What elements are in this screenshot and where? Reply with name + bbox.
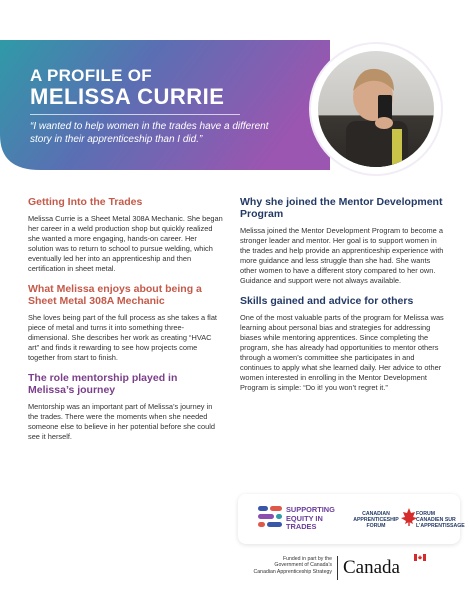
divider xyxy=(337,556,338,580)
supporting-equity-logo-icon xyxy=(258,505,284,529)
logo-text-line: CANADIEN SUR xyxy=(416,517,456,523)
left-column xyxy=(28,196,224,451)
funding-credit xyxy=(234,556,332,575)
logo-text-line: TRADES xyxy=(286,522,317,532)
section-text-role-mentorship: Mentorship was an important part of Melissa’s journey in the trades. There were the moments when she needed someone else to believe in her potential before she could see it herself. xyxy=(28,402,215,441)
section-heading-what-melissa-enjoys: What Melissa enjoys about being a Sheet Metal 308A Mechanic xyxy=(28,283,202,307)
logo-text-line: CANADIAN xyxy=(362,511,390,517)
credit-line: Funded in part by the xyxy=(282,556,332,562)
logo-text-line: EQUITY IN xyxy=(286,513,323,523)
logo-text-line: FORUM xyxy=(416,511,436,517)
canada-wordmark: Canada xyxy=(343,557,400,578)
divider xyxy=(30,114,240,115)
hero-label: A PROFILE OF xyxy=(30,66,152,85)
logo-text-line: FORUM xyxy=(366,523,386,529)
logo-text-line: SUPPORTING xyxy=(286,505,335,514)
caf-logo-french xyxy=(416,511,465,529)
person-illustration xyxy=(318,51,434,167)
section-text-what-melissa-enjoys: She loves being part of the full process as she takes a flat piece of metal and turns it into something three-dimensional. She describes her work as creating “HVAC art” and finds it rewarding to see how projects come together from start to finish. xyxy=(28,313,217,362)
credit-line: Canadian Apprenticeship Strategy xyxy=(253,568,332,575)
section-heading-getting-into-trades: Getting Into the Trades xyxy=(28,196,143,208)
canada-flag-icon xyxy=(414,554,426,561)
section-heading-why-joined: Why she joined the Mentor Development Program xyxy=(240,196,443,220)
caf-logo-english xyxy=(350,511,402,529)
supporting-equity-logo-text xyxy=(286,506,335,532)
page-title: MELISSA CURRIE xyxy=(30,84,225,109)
section-text-getting-into-trades: Melissa Currie is a Sheet Metal 308A Mechanic. She began her career in a weld production shop but quickly realized she wanted a more engaging, hands-on career. Her solution was to return to school to pursue welding, which eventually led her into an apprenticeship and then certification in sheet metal. xyxy=(28,214,223,273)
logo-text-line: APPRENTICESHIP xyxy=(353,517,399,523)
hero-quote: “I wanted to help women in the trades have a different story in their apprenticeship than I did.” xyxy=(30,121,269,145)
logo-text-line: L’APPRENTISSAGE xyxy=(416,523,465,529)
profile-photo xyxy=(318,51,434,167)
credit-line: Government of Canada’s xyxy=(274,562,332,569)
section-heading-skills-gained: Skills gained and advice for others xyxy=(240,295,414,307)
section-heading-role-mentorship: The role mentorship played in Melissa’s journey xyxy=(28,372,178,396)
maple-leaf-icon xyxy=(401,508,417,526)
section-text-skills-gained: One of the most valuable parts of the program for Melissa was learning about personal bias and strategies for addressing biases while mentoring apprentices. Since completing the program, she has already had opportunities to mentor others through a women’s committee she participates in and continues to apply what she learned daily. Her advice to other women interested in enrolling in the Mentor Development Program is simple: “Do it! you won’t regret it.” xyxy=(240,313,444,392)
right-column xyxy=(240,196,446,402)
section-text-why-joined: Melissa joined the Mentor Development Program to become a stronger leader and mentor. Her goal is to support women in the trades and help provide an apprenticeship experience with more guidance and less struggle than she had. She wants other women to have a different story compared to her own. Guidance and support were not always available. xyxy=(240,226,444,285)
